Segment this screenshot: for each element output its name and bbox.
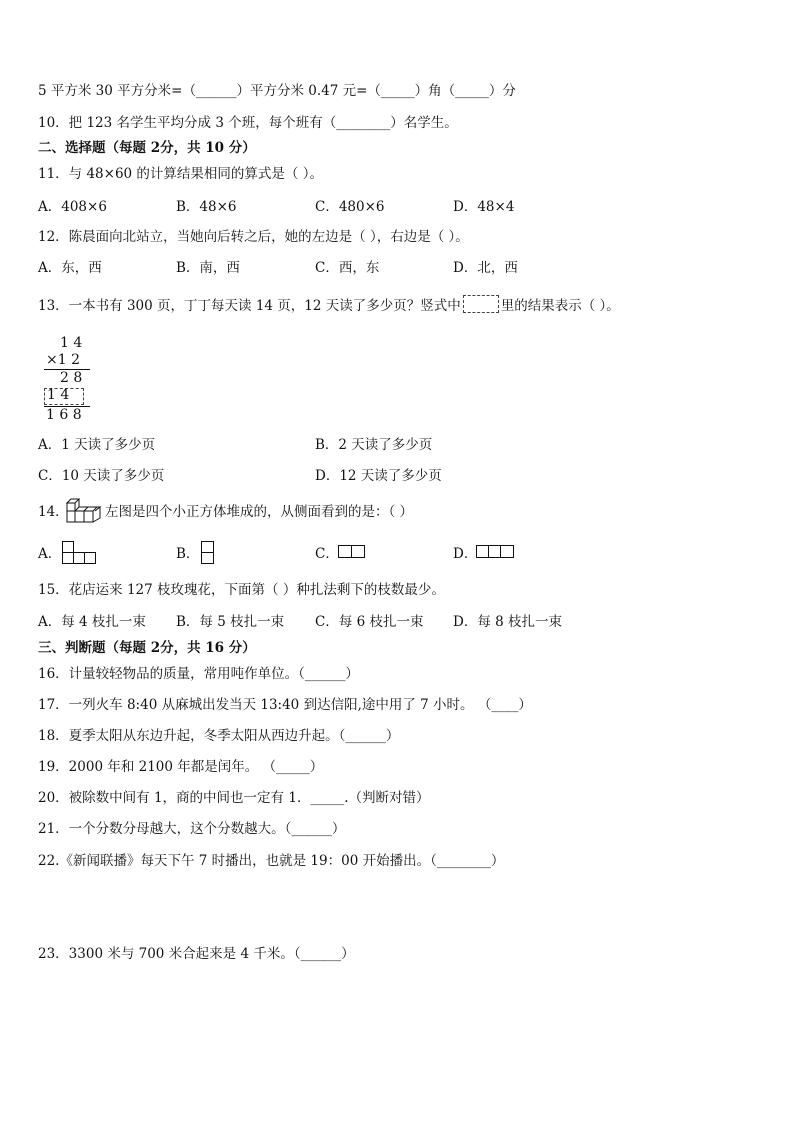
q15-option-c: C．每 6 枝扎一束 bbox=[315, 614, 424, 630]
vertical-row-2: ×1 2 bbox=[46, 352, 80, 368]
q13-dashed-box bbox=[463, 295, 499, 313]
q11-option-d: D．48×4 bbox=[453, 199, 515, 215]
vertical-row-5: 1 6 8 bbox=[46, 407, 82, 423]
q9-line: 5 平方米 30 平方分米=（______）平方分米 0.47 元=（_____）角（_____）分 bbox=[38, 83, 516, 99]
q14-option-b-view bbox=[201, 540, 217, 566]
q12-option-b: B．南，西 bbox=[176, 260, 240, 276]
vertical-row-4: 1 4 bbox=[47, 387, 70, 403]
q11-option-a: A．408×6 bbox=[38, 199, 107, 215]
q11-stem: 11．与 48×60 的计算结果相同的算式是（ ）。 bbox=[38, 166, 323, 182]
q23: 23．3300 米与 700 米合起来是 4 千米。（______） bbox=[38, 946, 355, 962]
q15-stem: 15．花店运来 127 枝玫瑰花，下面第（ ）种扎法剩下的枝数最少。 bbox=[38, 582, 445, 598]
q10: 10．把 123 名学生平均分成 3 个班，每个班有（________）名学生。 bbox=[38, 115, 458, 131]
q12-option-a: A．东，西 bbox=[38, 260, 102, 276]
section2-title: 二、选择题（每题 2分，共 10 分） bbox=[38, 140, 256, 156]
q21: 21．一个分数分母越大，这个分数越大。（______） bbox=[38, 821, 346, 837]
q14-stem: 左图是四个小正方体堆成的，从侧面看到的是：（ ） bbox=[105, 504, 414, 520]
q18: 18．夏季太阳从东边升起，冬季太阳从西边升起。（______） bbox=[38, 728, 400, 744]
q15-option-d: D．每 8 枝扎一束 bbox=[453, 614, 562, 630]
section3-title: 三、判断题（每题 2分，共 16 分） bbox=[38, 640, 256, 656]
q17: 17．一列火车 8:40 从麻城出发当天 13:40 到达信阳,途中用了 7 小时。 （____） bbox=[38, 697, 532, 713]
vertical-row-3: 2 8 bbox=[60, 370, 83, 386]
q11-option-c: C．480×6 bbox=[315, 199, 385, 215]
q14-option-c-label: C． bbox=[315, 546, 339, 562]
q20: 20．被除数中间有 1，商的中间也一定有 1．_____.（判断对错） bbox=[38, 790, 430, 806]
q16: 16．计量较轻物品的质量，常用吨作单位。（______） bbox=[38, 666, 359, 682]
q15-option-b: B．每 5 枝扎一束 bbox=[176, 614, 285, 630]
vertical-row-1: 1 4 bbox=[60, 335, 83, 351]
q13-stem-part1: 13．一本书有 300 页，丁丁每天读 14 页，12 天读了多少页？竖式中 bbox=[38, 298, 461, 314]
q11-option-b: B．48×6 bbox=[176, 199, 237, 215]
q12-option-d: D．北，西 bbox=[453, 260, 518, 276]
q13-stem-part2: 里的结果表示（ ）。 bbox=[500, 298, 620, 314]
q22: 22.《新闻联播》每天下午 7 时播出，也就是 19：00 开始播出。（________） bbox=[38, 853, 505, 869]
cube-stack-figure bbox=[64, 497, 106, 525]
q14-option-d-view bbox=[476, 545, 518, 561]
q13-option-b: B．2 天读了多少页 bbox=[315, 437, 433, 453]
q13-option-c: C．10 天读了多少页 bbox=[38, 468, 165, 484]
q13-option-d: D．12 天读了多少页 bbox=[315, 468, 442, 484]
q14-option-c-view bbox=[338, 545, 368, 561]
q12-option-c: C．西，东 bbox=[315, 260, 380, 276]
q12-stem: 12．陈晨面向北站立，当她向后转之后，她的左边是（ ），右边是（ ）。 bbox=[38, 229, 469, 245]
q14-number: 14． bbox=[38, 504, 69, 520]
q14-option-a-label: A． bbox=[38, 546, 62, 562]
q14-option-a-view bbox=[62, 540, 98, 566]
q19: 19．2000 年和 2100 年都是闰年。 （_____） bbox=[38, 759, 324, 775]
q13-stem bbox=[38, 295, 620, 315]
q14-option-b-label: B． bbox=[176, 546, 200, 562]
q15-option-a: A．每 4 枝扎一束 bbox=[38, 614, 146, 630]
q14-option-d-label: D． bbox=[453, 546, 478, 562]
q13-option-a: A．1 天读了多少页 bbox=[38, 437, 156, 453]
